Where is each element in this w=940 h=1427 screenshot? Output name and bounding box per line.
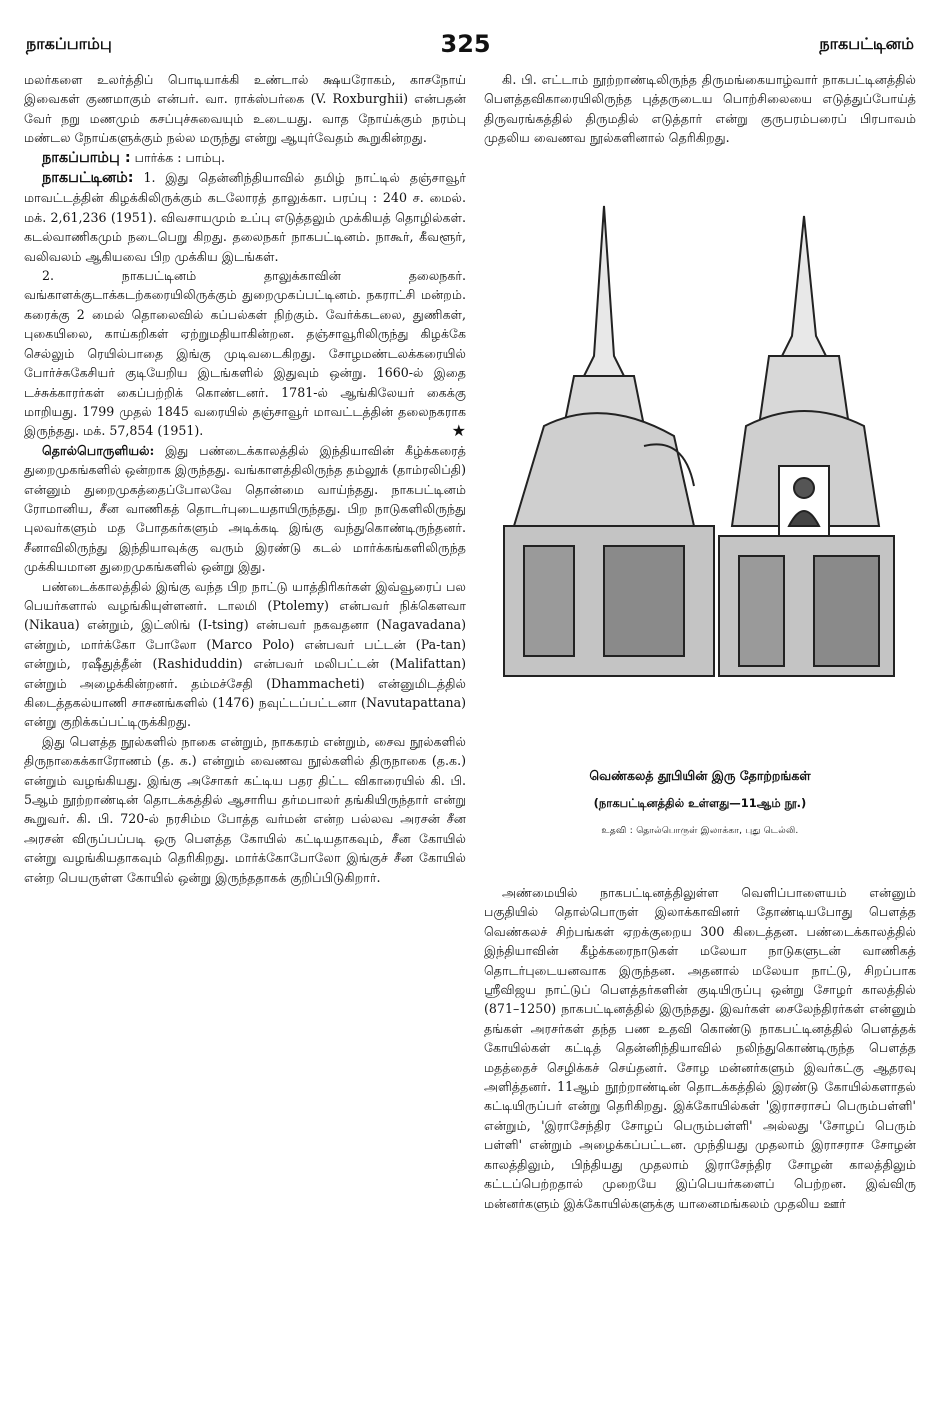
stupa-view-left [504,206,714,676]
stupa-view-right [719,216,894,676]
figure-caption: வெண்கலத் தூபியின் இரு தோற்றங்கள் [589,768,811,783]
right-column-top [484,70,916,148]
figure-subcaption: (நாகபட்டினத்தில் உள்ளது—11ஆம் நூ.) [593,796,807,810]
figure-credit: உதவி : தொல்பொருள் இலாக்கா, புது டெல்லி. [601,826,799,836]
right-column-bottom [484,883,916,1213]
paragraph-continuation: மலர்களை உலர்த்திப் பொடியாக்கி உண்டால் க்ஷயரோகம், காசநோய் இவைகள் குணமாகும் என்பர். வா. ராக்ஸ்பர்கை (V. Roxburghii) என்பதன் வேர் நறு மணமும் கசப்புச்சுவையும் உடையது. வாத நோய்க்கும் நரம்பு மண்டல நோய்களுக்கும் நல்ல மருந்து என்று ஆயுர்வேதம் கூறுகின்றது. [24,72,466,146]
bronze-stupa-illustration [484,196,916,761]
paragraph-vaishnava: கி. பி. எட்டாம் நூற்றாண்டிலிருந்த திருமங்கையாழ்வார் நாகபட்டினத்தில் பௌத்தவிகாரையிலிருந்த புத்தருடைய பொற்சிலையை எடுத்துப்போய்த் திருவரங்கத்தில் திருமதில் எடுத்தார் என்று குருபரம்பரைப் பிரபாவம் முதலிய வைணவ நூல்களினால் தெரிகிறது. [484,72,916,146]
running-head-right: நாகபட்டினம் [819,33,914,53]
entry-heading: நாகபட்டினம்: [42,170,134,187]
entry-text: பார்க்க : பாம்பு. [134,149,225,165]
entry-text: 1. இது தென்னிந்தியாவில் தமிழ் நாட்டில் தஞ்சாவூர் மாவட்டத்தின் கிழக்கிலிருக்கும் கடலோரத் தாலுக்கா. பரப்பு : 240 ச. மைல். மக். 2,61,236 (1951). விவசாயமும் உப்பு எடுத்தலும் முக்கியத் தொழில்கள். கடல்வாணிகமும் நடைபெறு கிறது. தலைநகர் நாகபட்டினம். நாகூர், கீவளூர், வலிவலம் ஆகியவை பிற முக்கிய இடங்கள். [24,170,466,264]
paragraph-buddhist: இது பௌத்த நூல்களில் நாகை என்றும், நாககரம் என்றும், சைவ நூல்களில் திருநாகைக்காரோணம் (த. க.) என்றும் வைணவ நூல்களில் திருநாகை (த.க.) என்றும் வழங்கியது. இங்கு அசோகர் கட்டிய பதர திட்ட விகாரையில் கி. பி. 5ஆம் நூற்றாண்டின் தொடக்கத்தில் ஆசாரிய தர்மபாலர் தங்கியிருந்தார் என்று கூறுவர். கி. பி. 720-ல் நரசிம்ம போத்த வர்மன் என்ற பல்லவ அரசன் சீன அரசன் விருப்பப்படி ஒரு பௌத்த கோயில் கட்டியதாகவும், சீன கோயில் என்று வழங்கியதாகவும் தெரிகிறது. மார்க்கோபோலோ இங்குச் சீன கோயில் என்ற பெயருள்ள கோயில் ஒன்று இருந்ததாகக் குறிப்பிடுகிறார். [24,733,466,885]
entry-nagappambu [24,148,466,168]
paragraph-excavation: அண்மையில் நாகபட்டினத்திலுள்ள வெளிப்பாளையம் என்னும் பகுதியில் தொல்பொருள் இலாக்காவினர் தோண்டியபோது பௌத்த வெண்கலச் சிற்பங்கள் ஏறக்குறைய 300 கிடைத்தன. பண்டைக்காலத்தில் இந்தியாவின் கீழ்க்கரைநாடுகள் மலேயா நாடுகளுடன் வாணிகத் தொடர்புடையனவாக இருந்தன. அதனால் மலேயா நாட்டு, சிறப்பாக ஸ்ரீவிஜய நாட்டுப் பௌத்தர்களின் குடியிருப்பு ஒன்று சோழர் காலத்தில் (871–1250) நாகபட்டினத்தில் இருந்தது. இவர்கள் சைலேந்திரர்கள் என்னும் தங்கள் அரசர்கள் தந்த பண உதவி கொண்டு நாகபட்டினத்தில் பௌத்தக் கோயில்கள் கட்டித் தென்னிந்தியாவில் நலிந்துகொண்டிருந்த பௌத்த மதத்தைச் செழிக்கச் செய்தனர். சோழ மன்னர்களும் இவர்கட்கு ஆதரவு அளித்தனர். 11ஆம் நூற்றாண்டின் தொடக்கத்தில் இரண்டு கோயில்களாதல் கட்டியிருப்பர் என்று தெரிகிறது. இக்கோயில்கள் 'இராசராசப் பெரும்பள்ளி' என்றும், 'இராசேந்திர சோழப் பெரும்பள்ளி' அல்லது 'சோழப் பெரும் பள்ளி' என்றும் அழைக்கப்பட்டன. முந்தியது முதலாம் இராசராச சோழன் காலத்திலும், பிந்தியது முதலாம் இராசேந்திர சோழன் காலத்திலும் கட்டப்பெற்றதால் முறையே இப்பெயர்களைப் பெற்றன. இவ்விரு மன்னர்களும் இக்கோயில்களுக்கு யானைமங்கலம் முதலிய ஊர் [484,885,916,1211]
star-icon: ★ [451,421,466,441]
stupa-figure [484,196,916,761]
entry-nagapattinam [24,168,466,266]
section-text: இது பண்டைக்காலத்தில் இந்தியாவின் கீழ்க்கரைத் துறைமுகங்களில் ஒன்றாக இருந்தது. வங்காளத்திலிருந்த தம்லூக் (தாம்ரலிப்தி) என்னும் துறைமுகத்தைப்போலவே தொன்மை வாய்ந்தது. நாகபட்டினம் ரோமானிய, சீன வாணிகத் தொடர்புடையதாயிருந்தது. பிற நாடுகளிலிருந்து புலவர்களும் மத போதகர்களும் அடிக்கடி இங்கு வந்துகொண்டிருந்தனர். சீனாவிலிருந்து இந்தியாவுக்கு வரும் இரண்டு கடல் மார்க்கங்களிலிருந்த முக்கியமான துறைமுகங்களில் ஒன்று இது. [24,442,466,575]
running-head-left: நாகப்பாம்பு [26,33,112,53]
page-header [26,22,914,66]
paragraph-town [24,266,466,441]
section-archaeology [24,441,466,577]
paragraph-names: பண்டைக்காலத்தில் இங்கு வந்த பிற நாட்டு யாத்திரிகர்கள் இவ்வூரைப் பல பெயர்களால் வழங்கியுள்ளனர். டாலமி (Ptolemy) என்பவர் நிக்கௌவா (Nikaua) என்றும், இட்ஸிங் (I-tsing) என்பவர் நகவதனா (Nagavadana) என்றும், மார்க்கோ போலோ (Marco Polo) என்பவர் பட்டன் (Pa-tan) என்றும், ரஷீதுத்தீன் (Rashiduddin) என்பவர் மலிபட்டன் (Malifattan) என்றும் அழைக்கின்றனர். தம்மச்சேதி (Dhammacheti) என்னுமிடத்தில் கிடைத்தகல்யாணி சாசனங்களில் (1476) நவுட்டப்பட்டனா (Navutapattana) என்று குறிக்கப்பட்டிருக்கிறது. [24,578,466,730]
section-heading: தொல்பொருளியல்: [42,442,155,458]
entry-heading: நாகப்பாம்பு : [42,149,131,166]
paragraph-text: 2. நாகபட்டினம் தாலுக்காவின் தலைநகர். வங்காளக்குடாக்கடற்கரையிலிருக்கும் துறைமுகப்பட்டினம். நகராட்சி மன்றம். கரைக்கு 2 மைல் தொலைவில் கப்பல்கள் நிற்கும். வேர்க்கடலை, துணிகள், புகையிலை, காய்கறிகள் ஏற்றுமதியாகின்றன. தஞ்சாவூரிலிருந்து கிழக்கே செல்லும் ரெயில்பாதை இங்கு முடிவடைகிறது. சோழமண்டலக்கரையில் போர்ச்சுகேசியர் குடியேறிய இடங்களில் இதுவும் ஒன்று. 1660-ல் இதை டச்சுக்காரர்கள் கைப்பற்றிக் கொண்டனர். 1781-ல் ஆங்கிலேயர் கைக்கு மாறியது. 1799 முதல் 1845 வரையில் தஞ்சாவூர் மாவட்டத்தின் தலைநகராக இருந்தது. மக். 57,854 (1951). [24,268,466,439]
page-number: 325 [440,30,491,58]
left-column [24,70,466,887]
